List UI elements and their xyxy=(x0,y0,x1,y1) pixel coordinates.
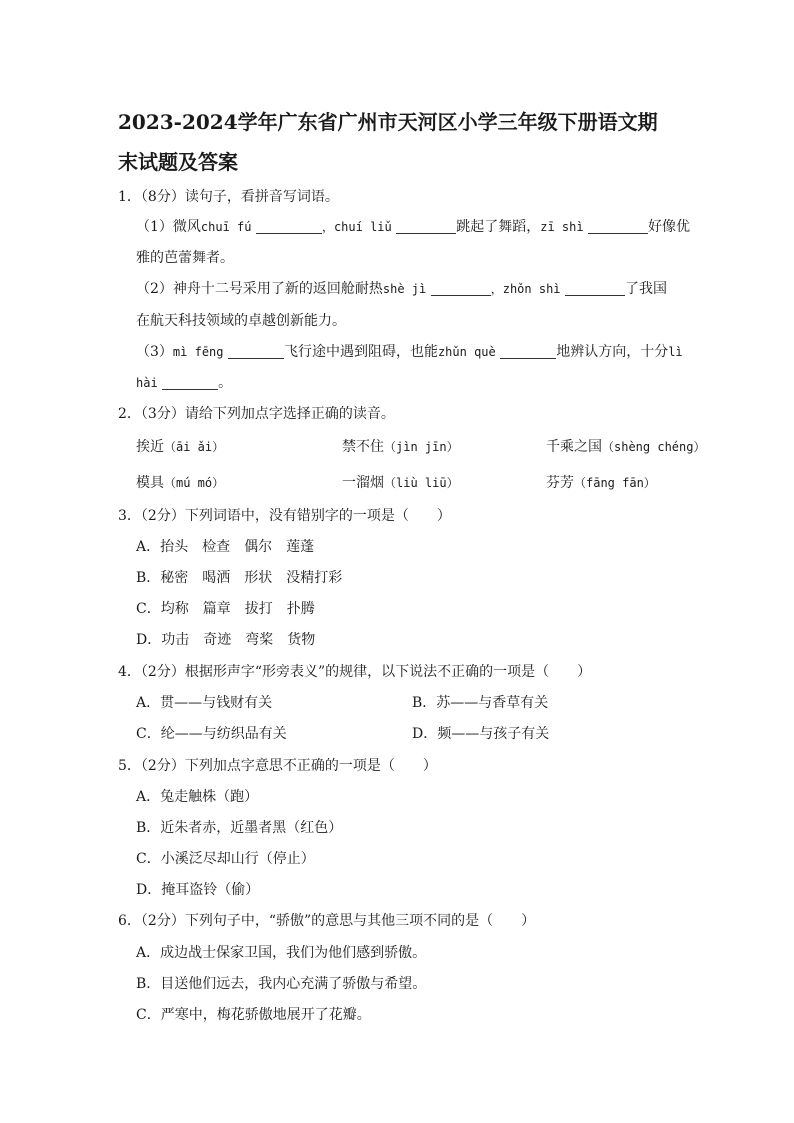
reading-option: 挨近（āi ǎi） xyxy=(136,439,225,455)
option-d: D．功击 奇迹 弯桨 货物 xyxy=(136,632,316,648)
question-1-sentence-3: （3）mì fēng 飞行途中遇到阻碍，也能zhǔn què 地辨认方向，十分lì xyxy=(136,344,683,360)
option-c: C．小溪泛尽却山行（停止） xyxy=(136,851,315,867)
question-2-stem: 2．（3分）请给下列加点字选择正确的读音。 xyxy=(118,406,395,422)
question-1-sentence-3-continuation: hài 。 xyxy=(136,375,233,391)
option-a: A．兔走触株（跑） xyxy=(136,789,259,805)
option-d: D．频——与孩子有关 xyxy=(412,726,550,742)
option-a: A．贯——与钱财有关 xyxy=(136,695,273,711)
question-5-stem: 5．（2分）下列加点字意思不正确的一项是（ ） xyxy=(118,758,437,774)
answer-blank[interactable] xyxy=(162,375,218,390)
reading-option: 一溜烟（liù liū） xyxy=(342,475,459,491)
answer-blank[interactable] xyxy=(565,281,625,296)
document-title-line-2: 末试题及答案 xyxy=(118,150,238,174)
question-1-sentence-2: （2）神舟十二号采用了新的返回舱耐热shè jì ，zhǒn shì 了我国 xyxy=(136,281,667,297)
question-1-sentence-1-continuation: 雅的芭蕾舞者。 xyxy=(136,250,234,266)
answer-blank[interactable] xyxy=(500,344,556,359)
document-title-line-1: 2023-2024学年广东省广州市天河区小学三年级下册语文期 xyxy=(118,110,658,134)
question-1-stem: 1．（8分）读句子，看拼音写词语。 xyxy=(118,189,339,205)
answer-blank[interactable] xyxy=(588,219,648,234)
answer-blank[interactable] xyxy=(256,219,322,234)
answer-blank[interactable] xyxy=(431,281,491,296)
question-1-sentence-1: （1）微风chuī fú ，chuí liǔ 跳起了舞蹈，zī shì 好像优 xyxy=(136,219,691,235)
option-b: B．目送他们远去，我内心充满了骄傲与希望。 xyxy=(136,976,427,992)
answer-blank[interactable] xyxy=(228,344,284,359)
option-b: B．近朱者赤，近墨者黑（红色） xyxy=(136,820,343,836)
option-c: C．严寒中，梅花骄傲地展开了花瓣。 xyxy=(136,1007,371,1023)
option-c: C．均称 篇章 拔打 扑腾 xyxy=(136,601,315,617)
reading-option: 芬芳（fāng fān） xyxy=(546,475,656,491)
reading-option: 模具（mú mó） xyxy=(136,475,225,491)
option-b: B．苏——与香草有关 xyxy=(412,695,549,711)
question-4-stem: 4．（2分）根据形声字“形旁表义”的规律，以下说法不正确的一项是（ ） xyxy=(118,664,592,680)
option-a: A．成边战士保家卫国，我们为他们感到骄傲。 xyxy=(136,945,427,961)
reading-option: 禁不住（jìn jīn） xyxy=(342,439,459,455)
answer-blank[interactable] xyxy=(396,219,456,234)
reading-option: 千乘之国（shèng chéng） xyxy=(546,439,706,455)
option-c: C．纶——与纺织品有关 xyxy=(136,726,287,742)
question-6-stem: 6．（2分）下列句子中，“骄傲”的意思与其他三项不同的是（ ） xyxy=(118,913,536,929)
question-3-stem: 3．（2分）下列词语中，没有错别字的一项是（ ） xyxy=(118,508,451,524)
option-a: A．抬头 检查 偶尔 莲蓬 xyxy=(136,539,315,555)
question-1-sentence-2-continuation: 在航天科技领域的卓越创新能力。 xyxy=(136,313,346,329)
option-b: B．秘密 喝洒 形状 没精打彩 xyxy=(136,570,343,586)
option-d: D．掩耳盗铃（偷） xyxy=(136,882,260,898)
